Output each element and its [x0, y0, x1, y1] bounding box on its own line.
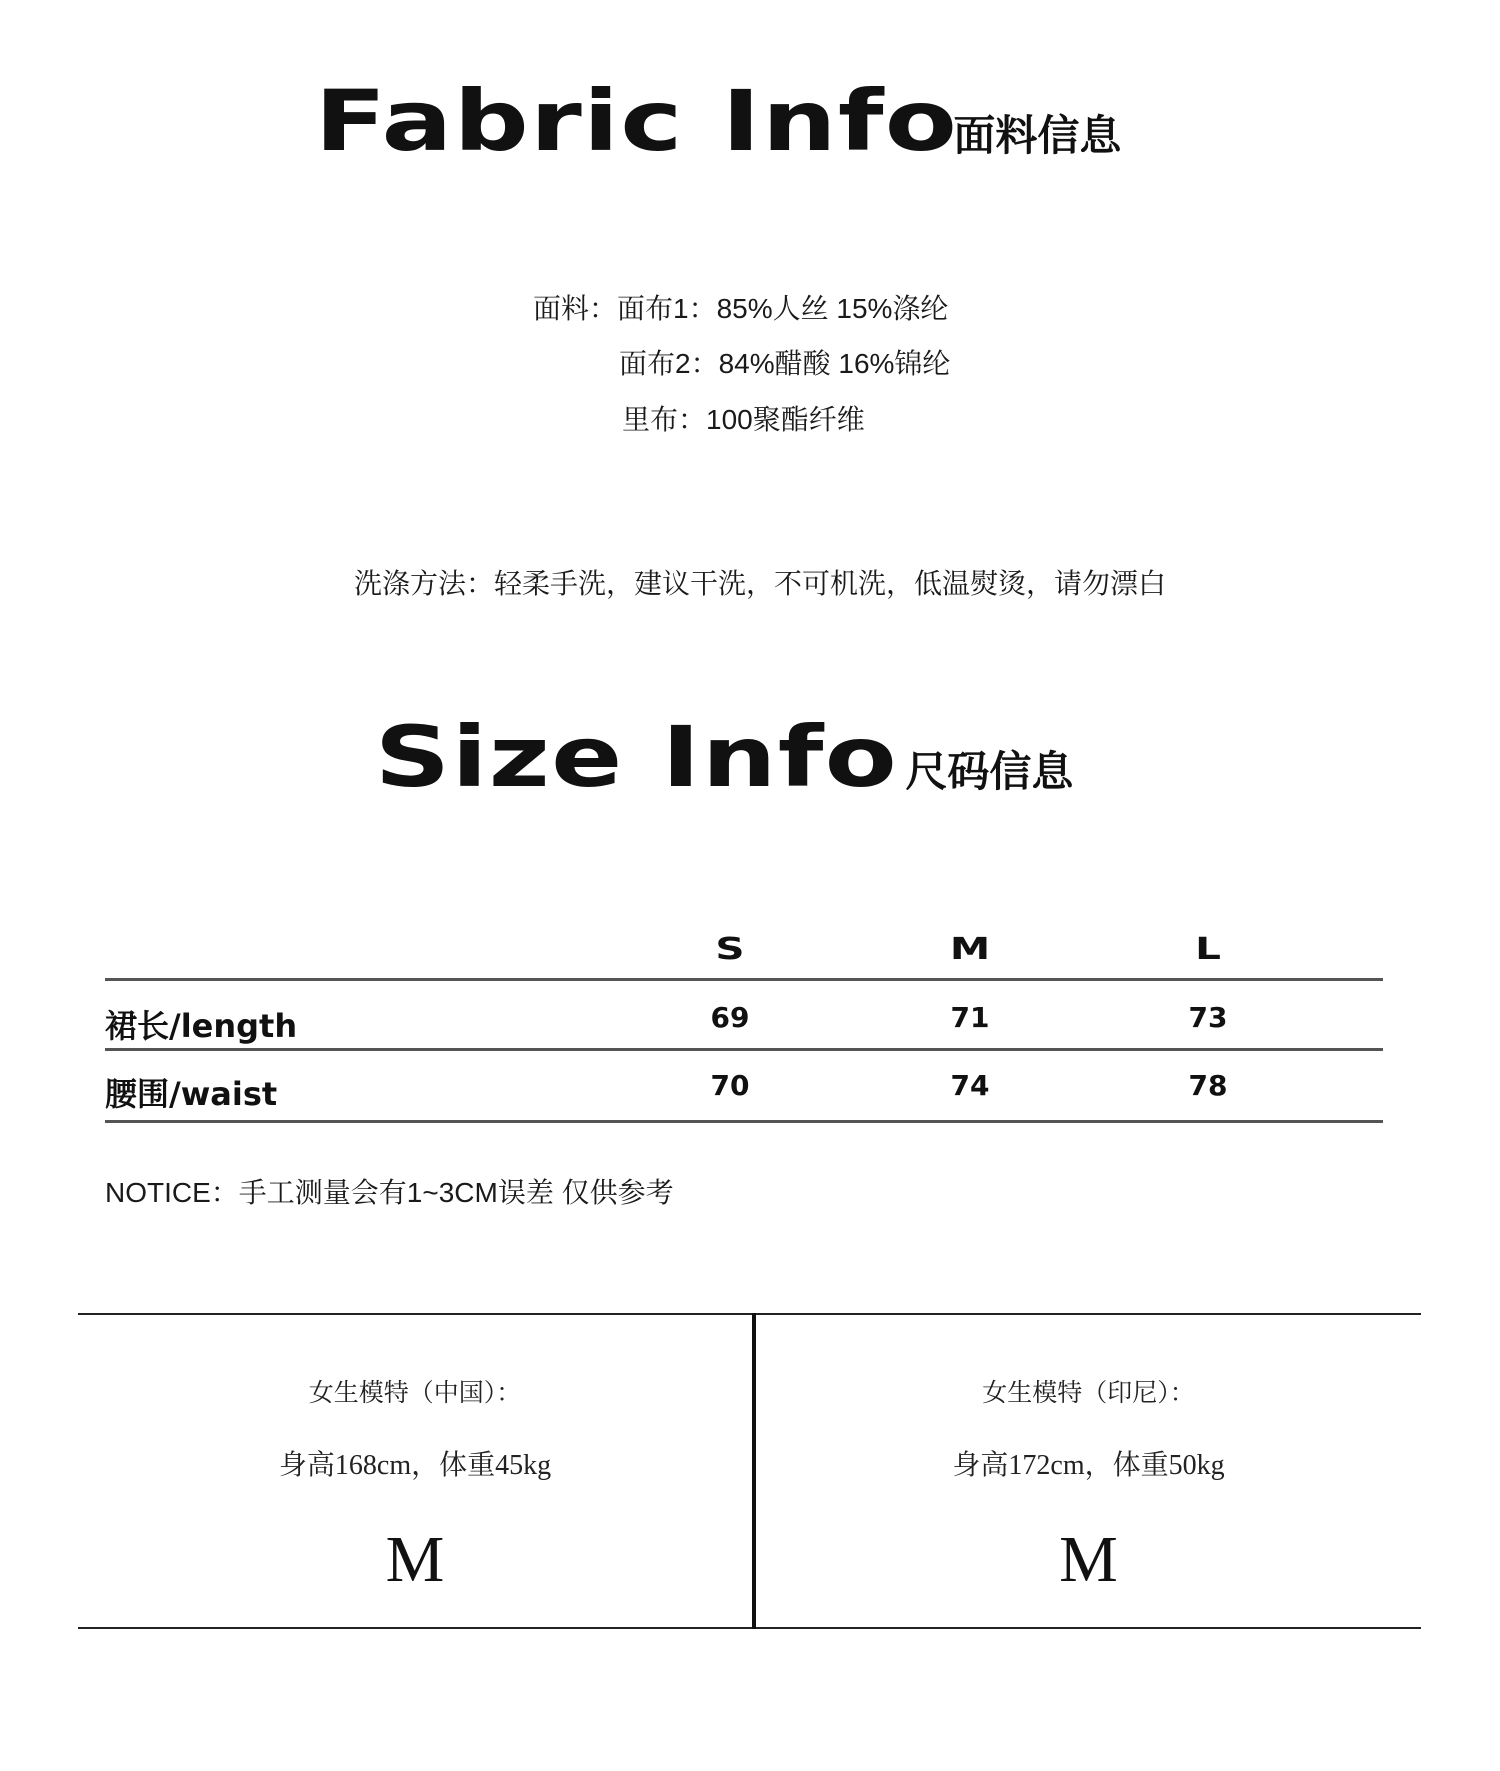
table-rule: [105, 1048, 1383, 1051]
model-box-bottom-rule: [78, 1627, 1421, 1629]
model-size: M: [1059, 1523, 1118, 1596]
table-cell: 74: [950, 1069, 990, 1102]
model-card-indonesia: [756, 1313, 1421, 1627]
row-label-length: 裙长/length: [105, 1007, 298, 1045]
washing-instructions: 洗涤方法：轻柔手洗，建议干洗，不可机洗，低温熨烫，请勿漂白: [353, 568, 1166, 599]
fabric-composition-line-2: 面布2：84%醋酸 16%锦纶: [619, 348, 951, 379]
model-card-china: [78, 1313, 752, 1627]
table-cell: 71: [950, 1001, 990, 1034]
model-title: 女生模特（中国）：: [308, 1378, 522, 1407]
size-info-title-en: Size Info: [374, 708, 898, 806]
size-column-header-m: M: [949, 932, 991, 967]
size-info-heading: [0, 708, 1500, 806]
row-label-waist: 腰围/waist: [105, 1075, 278, 1113]
table-rule: [105, 1120, 1383, 1123]
size-info-title-zh: 尺码信息: [905, 747, 1074, 796]
fabric-info-heading: [0, 72, 1500, 170]
model-title: 女生模特（印尼）：: [982, 1378, 1195, 1407]
size-column-header-s: S: [715, 932, 745, 967]
fabric-composition-line-1: 面料：面布1：85%人丝 15%涤纶: [533, 293, 949, 324]
model-stats: 身高172cm，体重50kg: [952, 1450, 1225, 1481]
model-stats: 身高168cm，体重45kg: [278, 1450, 552, 1481]
measurement-notice: NOTICE：手工测量会有1~3CM误差 仅供参考: [105, 1177, 674, 1208]
table-cell: 70: [710, 1069, 750, 1102]
table-cell: 73: [1188, 1001, 1228, 1034]
fabric-info-title-zh: 面料信息: [953, 111, 1122, 160]
table-rule: [105, 978, 1383, 981]
lining-composition-line: 里布：100聚酯纤维: [622, 404, 865, 435]
model-size: M: [385, 1523, 445, 1596]
size-column-header-l: L: [1195, 932, 1221, 967]
table-cell: 69: [710, 1001, 750, 1034]
table-cell: 78: [1188, 1069, 1228, 1102]
fabric-info-title-en: Fabric Info: [314, 72, 958, 170]
